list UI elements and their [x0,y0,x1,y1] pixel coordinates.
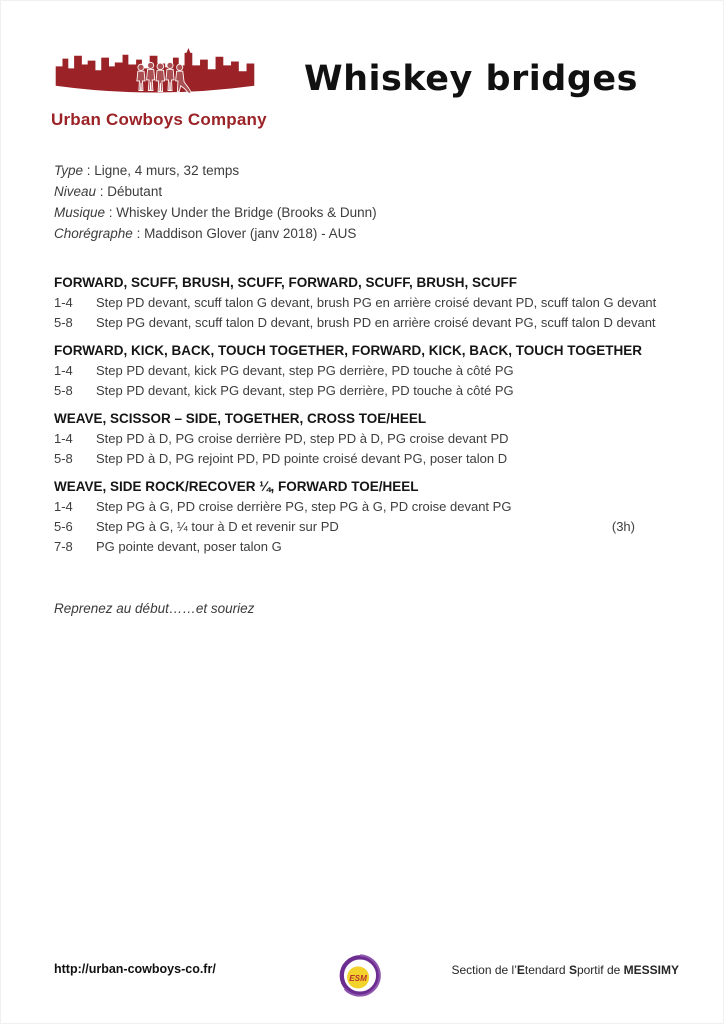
meta-label: Type [54,163,84,178]
credit-part: MESSIMY [623,963,679,977]
step-description: Step PD devant, kick PG devant, step PG derrière, PD touche à côté PG [96,363,514,378]
meta-musique [54,202,377,223]
credit-part: E [516,963,525,977]
dance-metadata [54,160,377,244]
step-row [54,381,699,401]
counts-label: 5-8 [54,451,73,466]
credit-part: portif de [576,963,624,977]
meta-choregraphe [54,223,377,244]
section-heading: FORWARD, KICK, BACK, TOUCH TOGETHER, FORWARD, KICK, BACK, TOUCH TOGETHER [54,343,643,358]
page-title: Whiskey bridges [304,59,638,99]
section-heading: WEAVE, SIDE ROCK/RECOVER ¼, FORWARD TOE/HEEL [54,479,419,494]
step-description: Step PD à D, PG croise derrière PD, step PD à D, PG croise devant PD [96,431,509,446]
step-description: PG pointe devant, poser talon G [96,539,282,554]
section-4 [54,477,699,557]
step-row [54,293,699,313]
counts-label: 5-6 [54,519,73,534]
step-row [54,313,699,333]
meta-value: : Débutant [96,184,163,199]
counts-label: 1-4 [54,499,73,514]
website-url: http://urban-cowboys-co.fr/ [54,962,216,976]
meta-label: Niveau [54,184,97,199]
credit-part: S [568,963,577,977]
step-description: Step PG devant, scuff talon D devant, brush PD en arrière croisé devant PG, scuff talon D devant [96,315,656,330]
company-name: Urban Cowboys Company [51,110,267,129]
step-sections [54,273,699,565]
step-description: Step PG à G, ¼ tour à D et revenir sur PD [96,519,339,534]
step-description: Step PD à D, PG rejoint PD, PD pointe croisé devant PG, poser talon D [96,451,508,466]
counts-label: 5-8 [54,383,73,398]
meta-label: Chorégraphe [54,226,133,241]
step-description: Step PD devant, scuff talon G devant, brush PG en arrière croisé devant PD, scuff talon G devant [96,295,657,310]
step-row [54,497,699,517]
step-description: Step PG à G, PD croise derrière PG, step PG à G, PD croise devant PG [96,499,512,514]
step-row [54,449,699,469]
city-skyline-graphic [51,47,259,109]
meta-niveau [54,181,377,202]
counts-label: 5-8 [54,315,73,330]
club-credit [452,963,680,977]
orientation-note: (3h) [611,519,635,534]
counts-label: 1-4 [54,431,73,446]
esm-logo-text: ESM [349,973,367,983]
meta-type [54,160,377,181]
section-3 [54,409,699,469]
meta-value: : Whiskey Under the Bridge (Brooks & Dunn) [105,205,377,220]
credit-part: Section de l’ [451,963,517,977]
section-2 [54,341,699,401]
step-row [54,537,699,557]
step-row [54,517,699,537]
counts-label: 7-8 [54,539,73,554]
meta-label: Musique [54,205,106,220]
urban-cowboys-logo [51,47,267,130]
meta-value: : Maddison Glover (janv 2018) - AUS [132,226,357,241]
section-heading: FORWARD, SCUFF, BRUSH, SCUFF, FORWARD, SCUFF, BRUSH, SCUFF [54,275,518,290]
step-row [54,361,699,381]
section-1 [54,273,699,333]
closing-line: Reprenez au début……et souriez [54,601,255,616]
step-row [54,429,699,449]
esm-club-logo [337,952,383,999]
section-heading: WEAVE, SCISSOR – SIDE, TOGETHER, CROSS TOE/HEEL [54,411,427,426]
counts-label: 1-4 [54,363,73,378]
credit-part: tendard [524,963,569,977]
counts-label: 1-4 [54,295,73,310]
meta-value: : Ligne, 4 murs, 32 temps [83,163,240,178]
step-description: Step PD devant, kick PG devant, step PG derrière, PD touche à côté PG [96,383,514,398]
